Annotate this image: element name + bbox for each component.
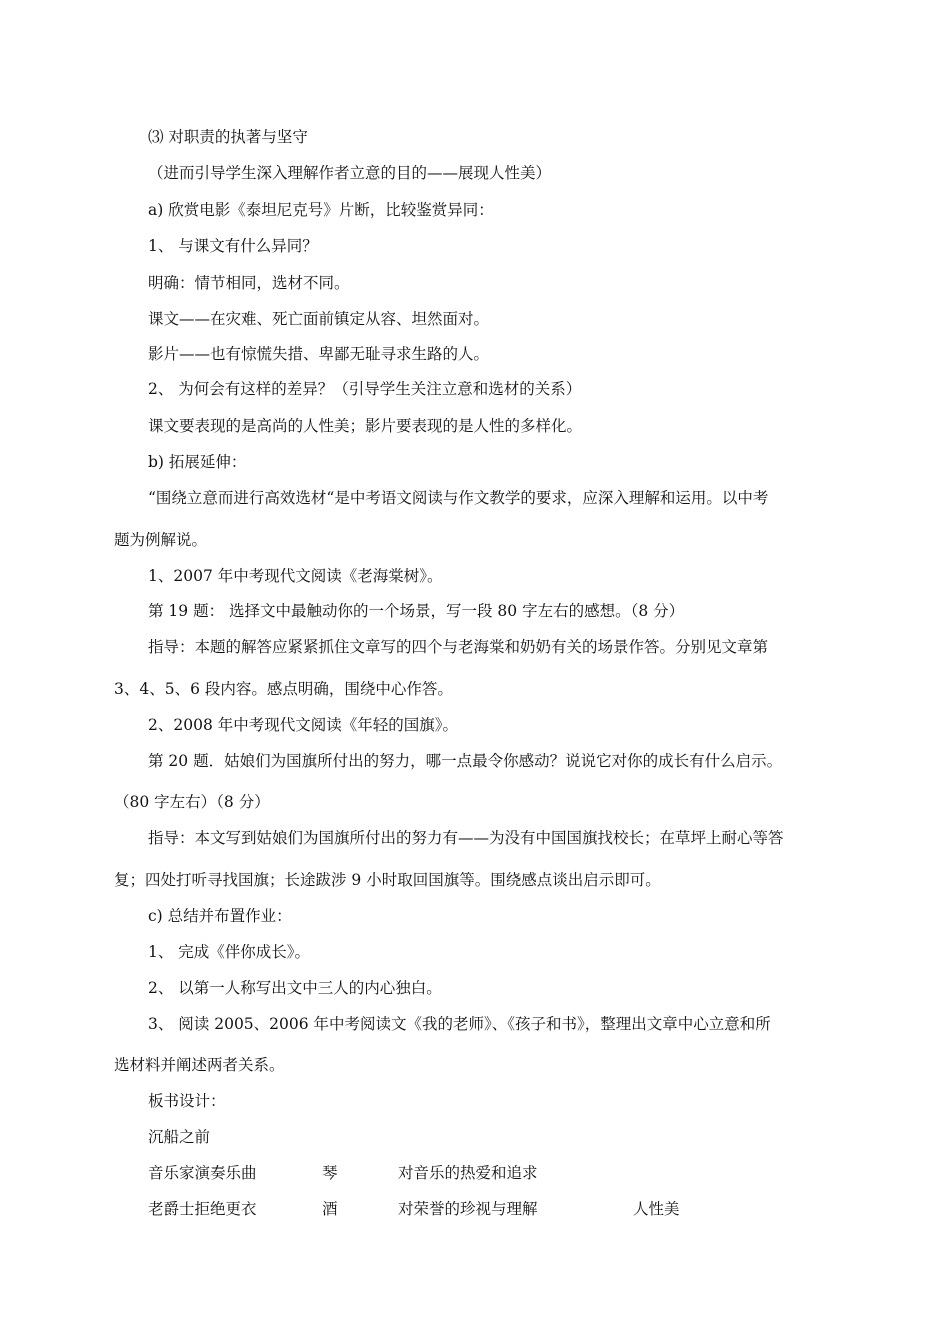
text-line: b) 拓展延伸： <box>148 453 247 471</box>
text-line: 选材料并阐述两者关系。 <box>114 1056 285 1074</box>
text-line: 2、 以第一人称写出文中三人的内心独白。 <box>148 979 442 997</box>
text-line: a) 欣赏电影《泰坦尼克号》片断，比较鉴赏异同： <box>148 201 494 219</box>
text-line: 3、4、5、6 段内容。感点明确，围绕中心作答。 <box>114 680 453 698</box>
text-line: 第 19 题： 选择文中最触动你的一个场景，写一段 80 字左右的感想。（8 分） <box>148 602 685 620</box>
text-line: 2、 为何会有这样的差异？（引导学生关注立意和选材的关系） <box>148 380 582 398</box>
text-line: 第 20 题．姑娘们为国旗所付出的努力，哪一点最令你感动？说说它对你的成长有什么启示。 <box>148 752 783 770</box>
text-line: 1、 完成《伴你成长》。 <box>148 943 311 961</box>
board-design-heading: 板书设计： <box>148 1092 226 1110</box>
board-object: 酒 <box>322 1200 338 1218</box>
text-line: “围绕立意而进行高效选材“是中考语文阅读与作文教学的要求，应深入理解和运用。以中考 <box>148 489 769 507</box>
text-line: 指导：本题的解答应紧紧抓住文章写的四个与老海棠和奶奶有关的场景作答。分别见文章第 <box>148 638 769 656</box>
text-line: 明确：情节相同，选材不同。 <box>148 274 350 292</box>
text-line: 1、2007 年中考现代文阅读《老海棠树》。 <box>148 567 443 585</box>
text-line: 复；四处打听寻找国旗；长途跋涉 9 小时取回国旗等。围绕感点谈出启示即可。 <box>114 871 661 889</box>
text-line: 题为例解说。 <box>114 531 208 549</box>
board-action: 音乐家演奏乐曲 <box>148 1164 257 1182</box>
text-line: c) 总结并布置作业： <box>148 907 292 925</box>
text-line: 课文——在灾难、死亡面前镇定从容、坦然面对。 <box>148 310 490 328</box>
board-action: 老爵士拒绝更衣 <box>148 1200 257 1218</box>
board-section-title: 沉船之前 <box>148 1128 211 1146</box>
board-theme: 人性美 <box>633 1200 680 1218</box>
text-line: 课文要表现的是高尚的人性美；影片要表现的是人性的多样化。 <box>148 417 583 435</box>
text-line: 2、2008 年中考现代文阅读《年轻的国旗》。 <box>148 716 458 734</box>
board-meaning: 对荣誉的珍视与理解 <box>398 1200 538 1218</box>
text-line: 指导：本文写到姑娘们为国旗所付出的努力有——为没有中国国旗找校长；在草坪上耐心等答 <box>148 829 784 847</box>
text-line: 3、 阅读 2005、2006 年中考阅读文《我的老师》、《孩子和书》，整理出文章中心立意和所 <box>148 1015 771 1033</box>
board-meaning: 对音乐的热爱和追求 <box>398 1164 538 1182</box>
text-line: 影片——也有惊慌失措、卑鄙无耻寻求生路的人。 <box>148 345 490 363</box>
text-line: （进而引导学生深入理解作者立意的目的——展现人性美） <box>148 164 552 182</box>
text-line: ⑶ 对职责的执著与坚守 <box>148 128 308 146</box>
board-object: 琴 <box>322 1164 338 1182</box>
text-line: 1、 与课文有什么异同？ <box>148 237 318 255</box>
text-line: （80 字左右）（8 分） <box>114 793 270 811</box>
